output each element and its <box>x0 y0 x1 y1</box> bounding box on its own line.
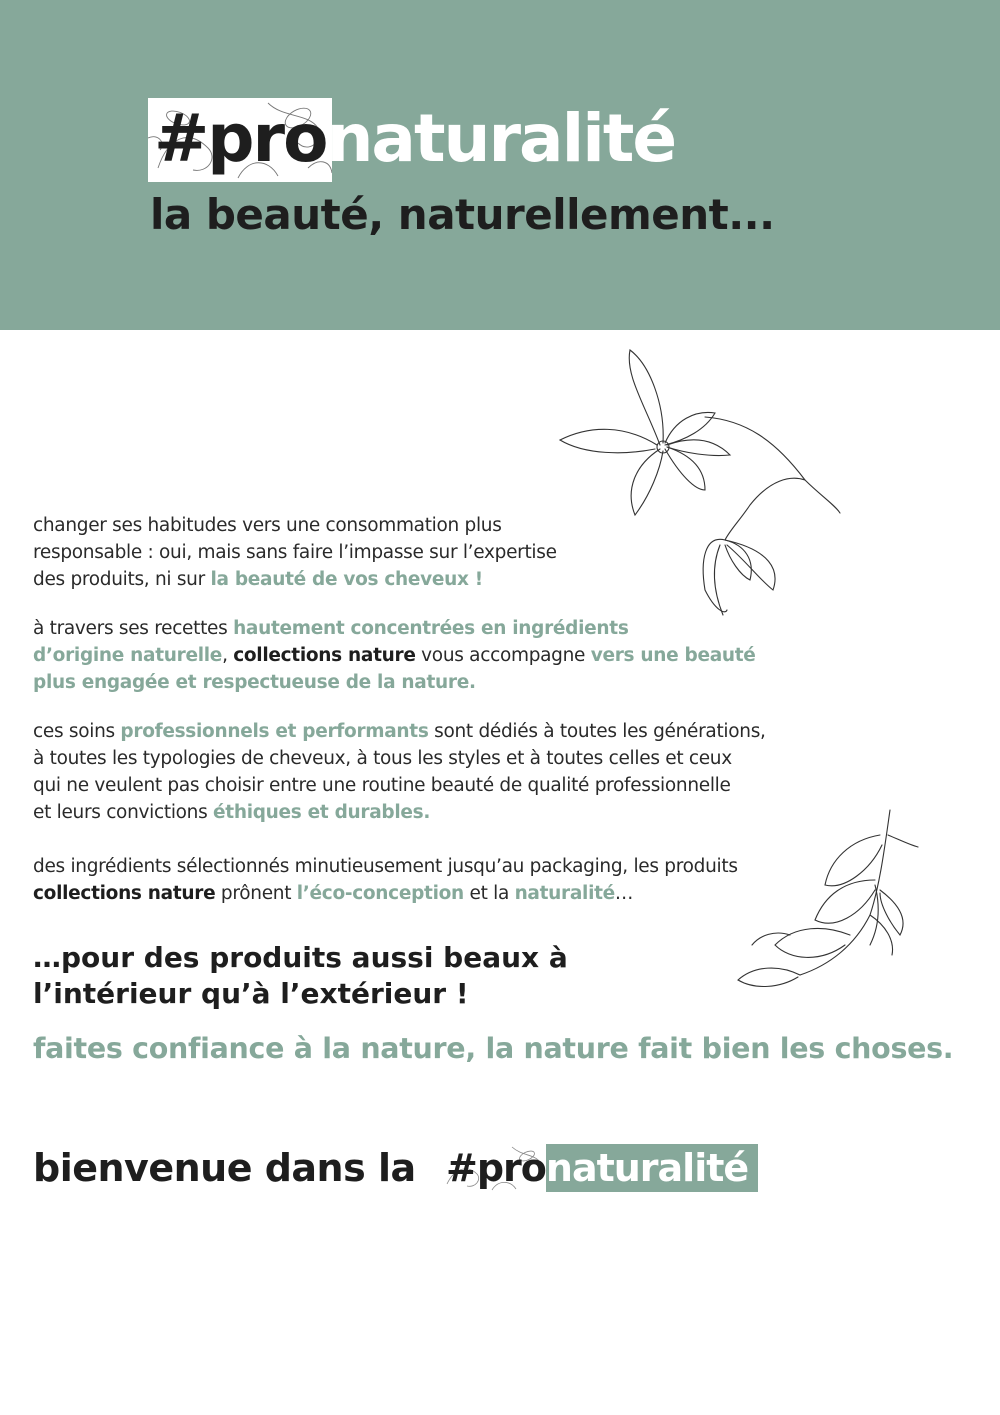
paragraph-3 <box>33 718 766 826</box>
magnolia-flower-icon <box>555 345 845 620</box>
welcome-badge-rest: naturalité <box>545 1146 749 1190</box>
paragraph-3-line-1c: sont dédiés à toutes les générations, <box>428 721 766 742</box>
title-rest: naturalité <box>326 100 676 177</box>
welcome-text: bienvenue dans la <box>33 1146 416 1190</box>
paragraph-3-line-4b: éthiques et durables. <box>213 802 431 823</box>
page-title <box>154 95 675 183</box>
paragraph-3-line-4a: et leurs convictions <box>33 802 214 823</box>
bellflower-branch-icon <box>730 805 925 990</box>
paragraph-2-line-3: plus engagée et respectueuse de la nature. <box>33 672 476 693</box>
paragraph-4-line-2e: naturalité <box>514 883 615 904</box>
paragraph-1-line-1: changer ses habitudes vers une consommation plus <box>33 515 502 536</box>
paragraph-2-line-2a: d’origine naturelle <box>33 645 223 666</box>
page-subtitle: la beauté, naturellement... <box>150 190 775 239</box>
title-hash: #pro <box>154 100 327 177</box>
paragraph-3-line-1a: ces soins <box>33 721 121 742</box>
slogan <box>33 940 568 1012</box>
paragraph-2-line-1a: à travers ses recettes <box>33 618 234 639</box>
trust-line: faites confiance à la nature, la nature fait bien les choses. <box>33 1032 954 1065</box>
paragraph-4-line-1: des ingrédients sélectionnés minutieusement jusqu’au packaging, les produits <box>33 856 738 877</box>
slogan-line-1: …pour des produits aussi beaux à <box>33 941 568 974</box>
slogan-line-2: l’intérieur qu’à l’extérieur ! <box>33 977 469 1010</box>
paragraph-2-line-2d: vous accompagne <box>415 645 591 666</box>
paragraph-1-line-3a: des produits, ni sur <box>33 569 211 590</box>
paragraph-1-line-3b: la beauté de vos cheveux ! <box>210 569 483 590</box>
paragraph-4-line-2d: et la <box>463 883 515 904</box>
paragraph-4-line-2f: … <box>614 883 634 904</box>
paragraph-4 <box>33 853 738 907</box>
welcome-badge-text <box>446 1142 748 1194</box>
paragraph-2-line-2b: , <box>222 645 234 666</box>
paragraph-1-line-2: responsable : oui, mais sans faire l’impasse sur l’expertise <box>33 542 557 563</box>
paragraph-2-line-1b: hautement concentrées en ingrédients <box>233 618 629 639</box>
paragraph-4-line-2c: l’éco-conception <box>296 883 464 904</box>
paragraph-4-line-2a: collections nature <box>33 883 216 904</box>
paragraph-3-line-2: à toutes les typologies de cheveux, à tous les styles et à toutes celles et ceux <box>33 748 732 769</box>
paragraph-3-line-3: qui ne veulent pas choisir entre une routine beauté de qualité professionnelle <box>33 775 731 796</box>
paragraph-4-line-2b: prônent <box>215 883 297 904</box>
paragraph-2-line-2e: vers une beauté <box>590 645 756 666</box>
paragraph-1 <box>33 512 557 593</box>
paragraph-2-line-2c: collections nature <box>233 645 416 666</box>
paragraph-3-line-1b: professionnels et performants <box>120 721 429 742</box>
welcome-badge-hash: #pro <box>446 1146 546 1190</box>
paragraph-2 <box>33 615 756 696</box>
